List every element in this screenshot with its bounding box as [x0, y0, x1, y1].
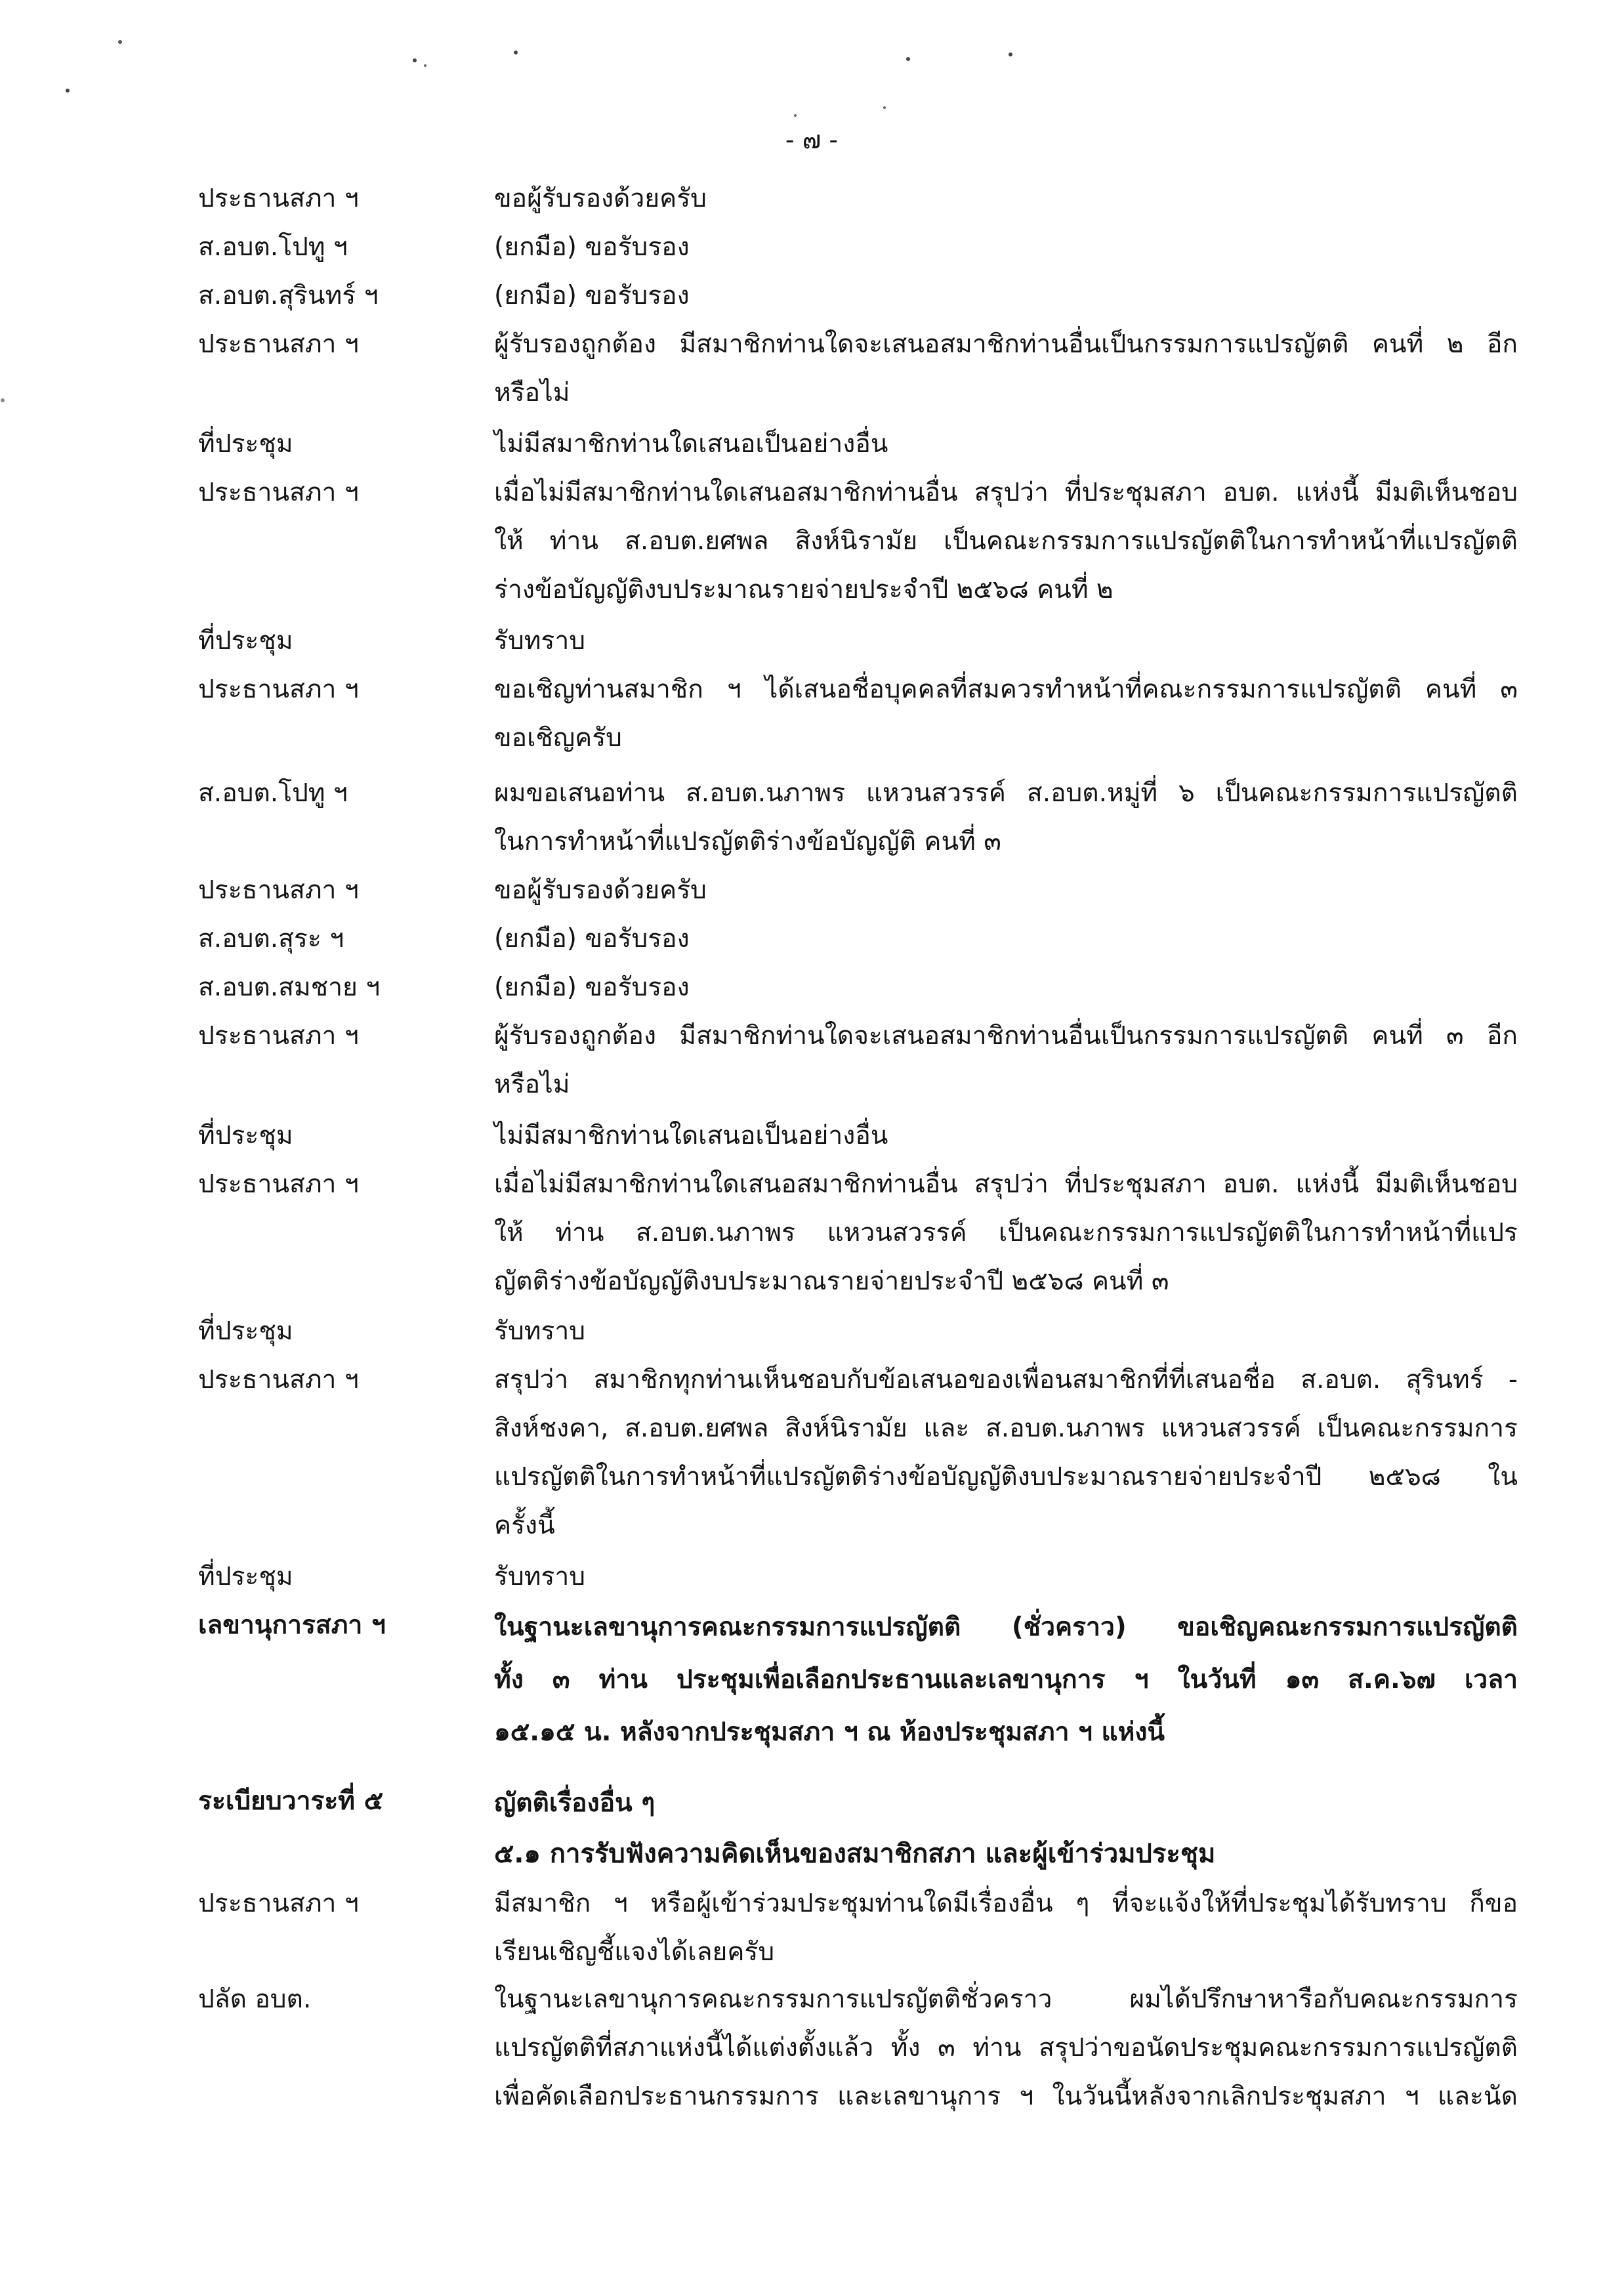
speaker-label: ส.อบต.สมชาย ฯ: [198, 973, 381, 1002]
speaker-label: ประธานสภา ฯ: [198, 1169, 359, 1199]
speaker-label: ประธานสภา ฯ: [198, 329, 359, 359]
statement-text: [494, 223, 1518, 272]
statement-line: ขอผู้รับรองด้วยครับ: [494, 875, 707, 905]
speaker-label: ที่ประชุม: [198, 429, 293, 459]
statement-text: [494, 1356, 1518, 1550]
statement-line: ร่างข้อบัญญัติงบประมาณรายจ่ายประจำปี ๒๕๖๘ คนที่ ๒: [494, 575, 1114, 604]
statement-text: [494, 915, 1518, 963]
statement-line: แปรญัตติที่สภาแห่งนี้ได้แต่งตั้งแล้ว ทั้ง ๓ ท่าน สรุปว่าขอนัดประชุมคณะกรรมการแปรญัตติ: [494, 2033, 1518, 2063]
statement-line: ไม่มีสมาชิกท่านใดเสนอเป็นอย่างอื่น: [494, 1121, 888, 1150]
statement-line: ในฐานะเลขานุการคณะกรรมการแปรญัตติ (ชั่วคราว) ขอเชิญคณะกรรมการแปรญัตติ: [494, 1612, 1518, 1642]
statement-line: ในการทำหน้าที่แปรญัตติร่างข้อบัญญัติ คนที่ ๓: [494, 827, 1001, 856]
statement-text: [494, 469, 1518, 614]
page-number: - ๗ -: [785, 125, 839, 154]
speaker-label: ประธานสภา ฯ: [198, 1021, 359, 1051]
statement-line: เพื่อคัดเลือกประธานกรรมการ และเลขานุการ ฯ ในวันนี้หลังจากเลิกประชุมสภา ฯ และนัด: [494, 2082, 1518, 2111]
statement-line: เมื่อไม่มีสมาชิกท่านใดเสนอสมาชิกท่านอื่น สรุปว่า ที่ประชุมสภา อบต. แห่งนี้ มีมติเห็นชอบ: [494, 478, 1518, 507]
statement-text: [494, 420, 1518, 469]
speaker-label: ส.อบต.โปทู ฯ: [198, 778, 348, 808]
statement-line: มีสมาชิก ฯ หรือผู้เข้าร่วมประชุมท่านใดมีเรื่องอื่น ๆ ที่จะแจ้งให้ที่ประชุมได้รับทราบ ก็ขอ: [494, 1889, 1518, 1918]
agenda-title: [494, 1777, 1518, 1830]
speaker-label: ที่ประชุม: [198, 1316, 293, 1346]
speaker-label: ส.อบต.สุระ ฯ: [198, 924, 344, 954]
speaker-label: ประธานสภา ฯ: [198, 875, 359, 905]
statement-line: ญัตติร่างข้อบัญญัติงบประมาณรายจ่ายประจำปี ๒๕๖๘ คนที่ ๓: [494, 1267, 1169, 1296]
statement-text: [494, 1553, 1518, 1601]
statement-line: ทั้ง ๓ ท่าน ประชุมเพื่อเลือกประธานและเลขานุการ ฯ ในวันที่ ๑๓ ส.ค.๖๗ เวลา: [494, 1665, 1518, 1694]
statement-line: รับทราบ: [494, 626, 586, 656]
speaker-label: ส.อบต.สุรินทร์ ฯ: [198, 281, 379, 310]
statement-text: [494, 1880, 1518, 1977]
statement-line: หรือไม่: [494, 1070, 570, 1099]
statement-text: [494, 963, 1518, 1012]
speaker-label: ประธานสภา ฯ: [198, 1889, 359, 1918]
statement-line: (ยกมือ) ขอรับรอง: [494, 924, 690, 954]
statement-text: [494, 1307, 1518, 1356]
speaker-label: เลขานุการสภา ฯ: [198, 1610, 386, 1640]
speaker-label: ที่ประชุม: [198, 1121, 293, 1150]
statement-text: [494, 866, 1518, 915]
statement-line: ผมขอเสนอท่าน ส.อบต.นภาพร แหวนสวรรค์ ส.อบต.หมู่ที่ ๖ เป็นคณะกรรมการแปรญัตติ: [494, 778, 1518, 808]
speaker-label: ประธานสภา ฯ: [198, 1365, 359, 1395]
speaker-label: ประธานสภา ฯ: [198, 675, 359, 704]
statement-text: [494, 665, 1518, 763]
statement-line: ให้ ท่าน ส.อบต.ยศพล สิงห์นิรามัย เป็นคณะกรรมการแปรญัตติในการทำหน้าที่แปรญัตติ: [494, 526, 1518, 556]
speaker-label: ที่ประชุม: [198, 626, 293, 656]
statement-text: [494, 1012, 1518, 1109]
statement-line: รับทราบ: [494, 1562, 586, 1591]
statement-line: ขอเชิญครับ: [494, 723, 622, 753]
statement-line: ผู้รับรองถูกต้อง มีสมาชิกท่านใดจะเสนอสมาชิกท่านอื่นเป็นกรรมการแปรญัตติ คนที่ ๒ อีก: [494, 329, 1518, 359]
statement-line: สรุปว่า สมาชิกทุกท่านเห็นชอบกับข้อเสนอของเพื่อนสมาชิกที่ที่เสนอชื่อ ส.อบต. สุรินทร์ -: [494, 1365, 1518, 1395]
sub-heading: ๕.๑ การรับฟังความคิดเห็นของสมาชิกสภา และผู้เข้าร่วมประชุม: [494, 1839, 1216, 1869]
statement-line: แปรญัตติในการทำหน้าที่แปรญัตติร่างข้อบัญญัติงบประมาณรายจ่ายประจำปี ๒๕๖๘ ใน: [494, 1462, 1518, 1492]
statement-line: ขอเชิญท่านสมาชิก ฯ ได้เสนอชื่อบุคคลที่สมควรทำหน้าที่คณะกรรมการแปรญัตติ คนที่ ๓: [494, 675, 1518, 704]
statement-text: [494, 175, 1518, 223]
statement-line: สิงห์ชงคา, ส.อบต.ยศพล สิงห์นิรามัย และ ส.อบต.นภาพร แหวนสวรรค์ เป็นคณะกรรมการ: [494, 1414, 1518, 1443]
statement-line: ครั้งนี้: [494, 1511, 555, 1540]
speaker-label: ประธานสภา ฯ: [198, 478, 359, 507]
statement-line: ให้ ท่าน ส.อบต.นภาพร แหวนสวรรค์ เป็นคณะกรรมการแปรญัตติในการทำหน้าที่แปร: [494, 1218, 1518, 1248]
statement-text: [494, 617, 1518, 665]
statement-text: [494, 1112, 1518, 1160]
statement-line: ผู้รับรองถูกต้อง มีสมาชิกท่านใดจะเสนอสมาชิกท่านอื่นเป็นกรรมการแปรญัตติ คนที่ ๓ อีก: [494, 1021, 1518, 1051]
agenda-label: ระเบียบวาระที่ ๕: [198, 1786, 384, 1816]
statement-line: เรียนเชิญชี้แจงได้เลยครับ: [494, 1937, 775, 1967]
statement-line: (ยกมือ) ขอรับรอง: [494, 232, 690, 262]
statement-text: [494, 1975, 1518, 2121]
statement-text: [494, 320, 1518, 417]
statement-text: [494, 769, 1518, 866]
statement-line: ญัตติเรื่องอื่น ๆ: [494, 1788, 656, 1818]
statement-line: ในฐานะเลขานุการคณะกรรมการแปรญัตติชั่วคราว ผมได้ปรึกษาหารือกับคณะกรรมการ: [494, 1984, 1518, 2014]
speaker-label: ส.อบต.โปทู ฯ: [198, 232, 348, 262]
statement-line: (ยกมือ) ขอรับรอง: [494, 973, 690, 1002]
statement-text: [494, 1601, 1518, 1759]
statement-text: [494, 1160, 1518, 1306]
statement-line: หรือไม่: [494, 378, 570, 408]
speaker-label: ประธานสภา ฯ: [198, 184, 359, 213]
statement-line: ขอผู้รับรองด้วยครับ: [494, 184, 707, 213]
statement-line: ๑๕.๑๕ น. หลังจากประชุมสภา ฯ ณ ห้องประชุมสภา ฯ แห่งนี้: [494, 1717, 1165, 1747]
statement-line: รับทราบ: [494, 1316, 586, 1346]
statement-line: เมื่อไม่มีสมาชิกท่านใดเสนอสมาชิกท่านอื่น สรุปว่า ที่ประชุมสภา อบต. แห่งนี้ มีมติเห็นชอบ: [494, 1169, 1518, 1199]
statement-line: ไม่มีสมาชิกท่านใดเสนอเป็นอย่างอื่น: [494, 429, 888, 459]
speaker-label: ปลัด อบต.: [198, 1984, 312, 2014]
statement-text: [494, 272, 1518, 320]
speaker-label: ที่ประชุม: [198, 1562, 293, 1591]
statement-line: (ยกมือ) ขอรับรอง: [494, 281, 690, 310]
